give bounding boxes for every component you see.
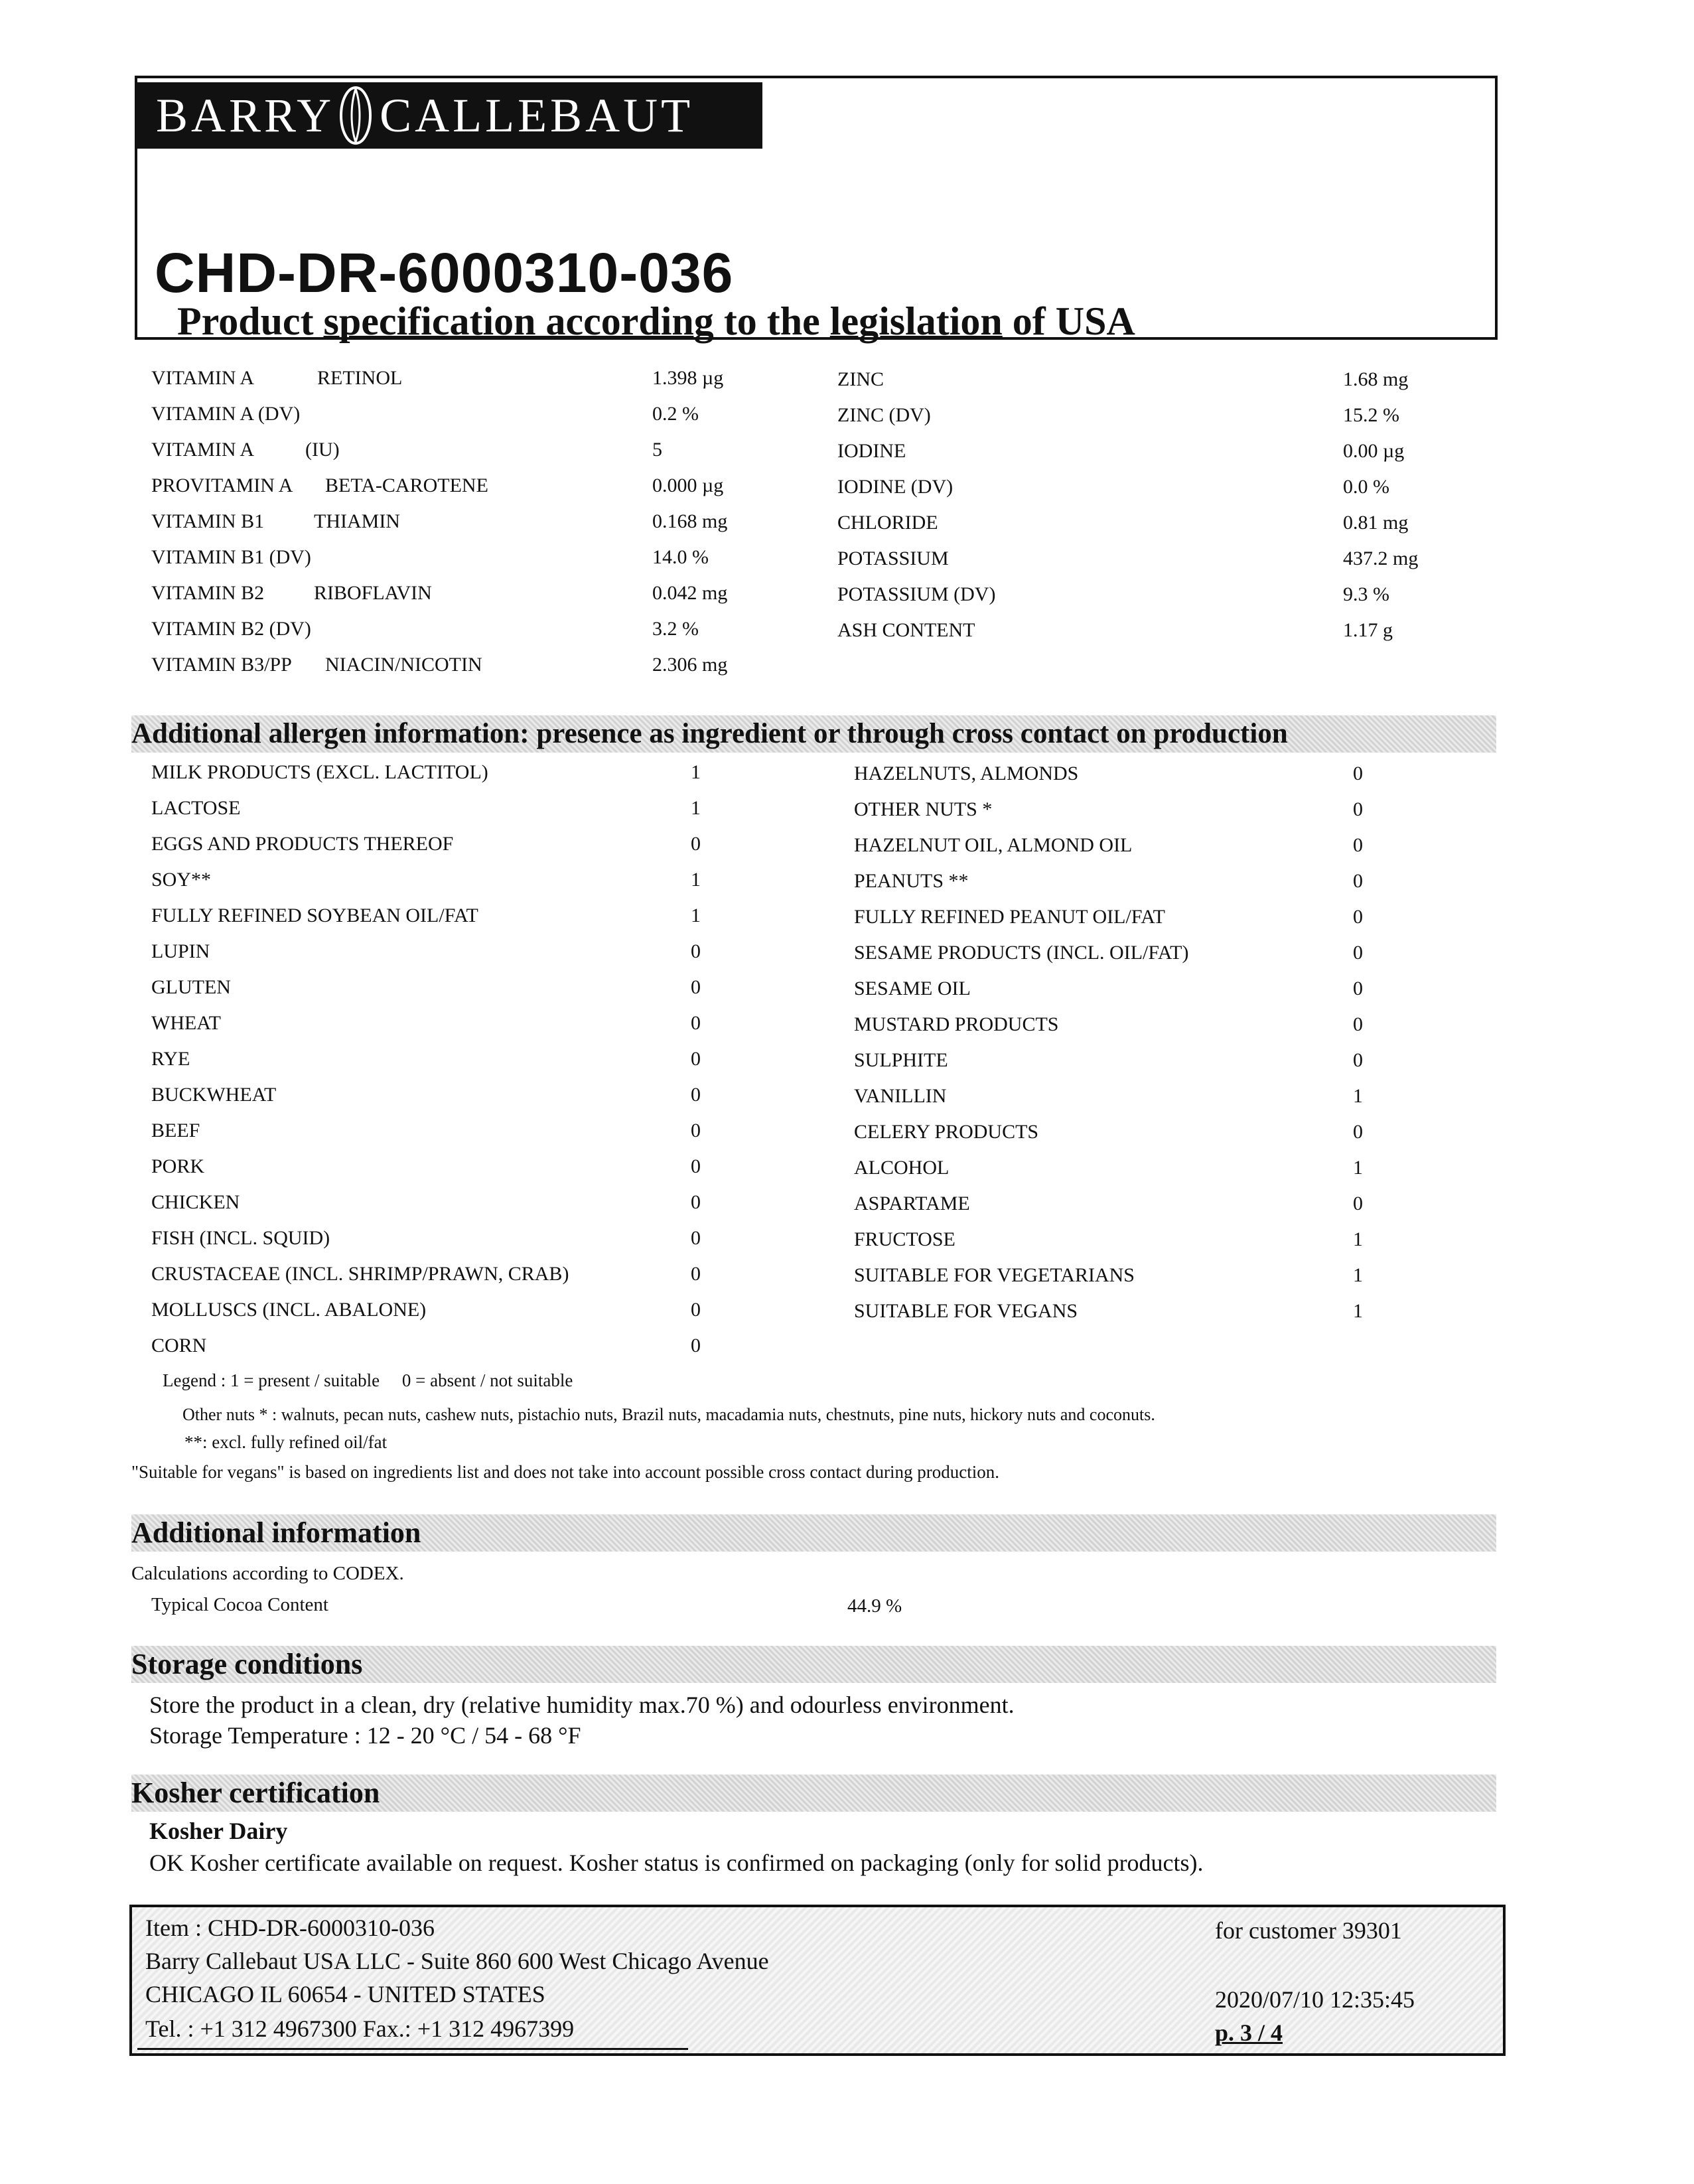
nutrient-sub: RIBOFLAVIN [314,582,432,604]
allergen-value: 1 [1353,1228,1363,1250]
cocoa-bean-icon [334,82,377,149]
allergen-name: FISH (INCL. SQUID) [151,1227,330,1249]
nutrient-name: ASH CONTENT [837,619,975,641]
storage-instructions: Store the product in a clean, dry (relative humidity max.70 %) and odourless environment. [149,1692,1015,1718]
nutrient-name: IODINE (DV) [837,476,953,498]
nutrient-value: 5 [652,439,662,461]
allergen-name: MILK PRODUCTS (EXCL. LACTITOL) [151,761,488,783]
allergen-name: BUCKWHEAT [151,1084,277,1106]
allergen-value: 1 [1353,1085,1363,1107]
nutrient-name: VITAMIN A (DV) [151,403,301,425]
allergen-value: 0 [1353,834,1363,856]
allergen-value: 0 [1353,1193,1363,1214]
nutrient-name: CHLORIDE [837,512,938,534]
logo-word-left: BARRY [156,88,335,142]
nutrient-value: 1.398 µg [652,367,724,389]
allergen-name: BEEF [151,1120,200,1141]
allergen-name: SUITABLE FOR VEGETARIANS [854,1264,1135,1286]
allergen-name: VANILLIN [854,1085,947,1107]
allergen-value: 0 [1353,1049,1363,1071]
nutrient-name: ZINC [837,368,884,390]
footer-divider [137,2048,688,2050]
allergen-value: 0 [691,1120,701,1141]
document-subtitle [177,299,1135,344]
allergen-name: GLUTEN [151,976,231,998]
allergen-value: 1 [691,869,701,891]
cocoa-content-value: 44.9 % [847,1595,902,1617]
section-title: Kosher certification [131,1777,380,1809]
allergen-name: LUPIN [151,940,210,962]
footer-customer: for customer 39301 [1215,1917,1402,1944]
allergen-value: 0 [691,1155,701,1177]
allergen-value: 0 [691,1191,701,1213]
allergen-value: 0 [691,1299,701,1321]
allergen-name: FULLY REFINED SOYBEAN OIL/FAT [151,905,478,926]
nutrient-name: PROVITAMIN A [151,474,293,496]
allergen-name: MOLLUSCS (INCL. ABALONE) [151,1299,427,1321]
logo-word-right: CALLEBAUT [380,88,694,142]
subtitle-part: to the [713,299,830,343]
allergen-legend: Legend : 1 = present / suitable 0 = absent / not suitable [163,1370,573,1390]
allergen-name: PEANUTS ** [854,870,969,892]
allergen-name: HAZELNUTS, ALMONDS [854,763,1079,784]
allergen-value: 1 [1353,1157,1363,1179]
subtitle-part: of USA [1002,299,1135,343]
allergen-value: 1 [691,905,701,926]
document-footer [129,1905,1506,2056]
allergen-name: RYE [151,1048,190,1070]
footer-item: Item : CHD-DR-6000310-036 [145,1915,435,1941]
nutrient-value: 14.0 % [652,546,709,568]
allergen-name: ALCOHOL [854,1157,950,1179]
allergen-section-band [131,715,1496,753]
nutrient-name: VITAMIN B1 [151,510,265,532]
document-code: CHD-DR-6000310-036 [155,242,734,304]
document-header [135,76,1498,343]
allergen-value: 1 [691,797,701,819]
nutrient-value: 1.68 mg [1343,368,1409,390]
allergen-name: FULLY REFINED PEANUT OIL/FAT [854,906,1165,928]
footer-company: Barry Callebaut USA LLC - Suite 860 600 West Chicago Avenue [145,1948,769,1974]
nutrient-name: POTASSIUM [837,547,949,569]
additional-info-band [131,1514,1496,1552]
allergen-value: 0 [1353,763,1363,784]
allergen-value: 0 [691,976,701,998]
allergen-name: ASPARTAME [854,1193,970,1214]
allergen-name: EGGS AND PRODUCTS THEREOF [151,833,454,855]
section-title: Additional allergen information: presence as ingredient or through cross contact on production [131,718,1288,749]
allergen-name: PORK [151,1155,205,1177]
nutrient-sub: THIAMIN [314,510,400,532]
nutrient-value: 1.17 g [1343,619,1393,641]
section-title: Storage conditions [131,1648,363,1680]
allergen-value: 0 [1353,1013,1363,1035]
calc-note: Calculations according to CODEX. [131,1563,404,1584]
allergen-value: 0 [691,1084,701,1106]
allergen-name: MUSTARD PRODUCTS [854,1013,1059,1035]
allergen-name: SESAME PRODUCTS (INCL. OIL/FAT) [854,942,1189,964]
nutrient-value: 3.2 % [652,618,699,640]
nutrient-value: 0.81 mg [1343,512,1409,534]
kosher-text: OK Kosher certificate available on request. Kosher status is confirmed on packaging (only for solid products). [149,1850,1204,1876]
allergen-name: LACTOSE [151,797,241,819]
allergen-value: 0 [1353,798,1363,820]
allergen-name: FRUCTOSE [854,1228,955,1250]
nutrient-value: 0.042 mg [652,582,728,604]
nutrient-name: VITAMIN B1 (DV) [151,546,311,568]
allergen-value: 1 [1353,1300,1363,1322]
storage-temperature: Storage Temperature : 12 - 20 °C / 54 - 68 °F [149,1722,581,1749]
footer-phone: Tel. : +1 312 4967300 Fax.: +1 312 4967399 [145,2015,575,2042]
nutrient-name: VITAMIN A [151,367,255,389]
nutrient-value: 437.2 mg [1343,547,1419,569]
subtitle-part: legislation [829,299,1003,343]
nutrient-name: VITAMIN A [151,439,255,461]
footer-city: CHICAGO IL 60654 - UNITED STATES [145,1981,545,2007]
nutrient-name: VITAMIN B2 [151,582,265,604]
nutrient-value: 15.2 % [1343,404,1399,426]
vegan-note: "Suitable for vegans" is based on ingredients list and does not take into account possible cross contact during production. [131,1462,1000,1482]
section-title: Additional information [131,1516,421,1549]
nutrient-name: POTASSIUM (DV) [837,583,996,605]
allergen-name: SOY** [151,869,212,891]
subtitle-part: specification according [323,299,714,343]
allergen-name: WHEAT [151,1012,221,1034]
allergen-value: 0 [691,1263,701,1285]
allergen-value: 0 [691,1227,701,1249]
allergen-name: HAZELNUT OIL, ALMOND OIL [854,834,1133,856]
allergen-name: SESAME OIL [854,978,971,999]
nutrient-sub: (IU) [305,439,340,461]
allergen-name: CORN [151,1335,207,1356]
nutrient-value: 0.168 mg [652,510,728,532]
allergen-value: 0 [691,833,701,855]
nutrient-name: ZINC (DV) [837,404,931,426]
allergen-name: SUITABLE FOR VEGANS [854,1300,1078,1322]
allergen-value: 0 [691,1012,701,1034]
nutrient-sub: RETINOL [317,367,403,389]
nutrient-name: VITAMIN B3/PP [151,654,292,676]
kosher-type: Kosher Dairy [149,1818,288,1844]
allergen-value: 0 [1353,1121,1363,1143]
nutrient-value: 0.2 % [652,403,699,425]
nutrient-value: 0.000 µg [652,474,724,496]
nutrient-name: VITAMIN B2 (DV) [151,618,311,640]
allergen-name: CHICKEN [151,1191,240,1213]
allergen-value: 1 [691,761,701,783]
allergen-value: 0 [691,1048,701,1070]
storage-band [131,1646,1496,1683]
allergen-name: CRUSTACEAE (INCL. SHRIMP/PRAWN, CRAB) [151,1263,569,1285]
nutrient-value: 2.306 mg [652,654,728,676]
nutrient-value: 0.0 % [1343,476,1389,498]
nutrient-value: 0.00 µg [1343,440,1405,462]
footer-datetime: 2020/07/10 12:35:45 [1215,1986,1415,2013]
allergen-value: 0 [1353,978,1363,999]
nutrient-sub: NIACIN/NICOTIN [325,654,482,676]
allergen-name: SULPHITE [854,1049,948,1071]
footer-page-number: p. 3 / 4 [1215,2019,1283,2046]
nutrient-value: 9.3 % [1343,583,1389,605]
kosher-band [131,1775,1496,1812]
double-star-note: **: excl. fully refined oil/fat [184,1432,388,1452]
subtitle-part: Product [177,299,324,343]
allergen-name: CELERY PRODUCTS [854,1121,1039,1143]
cocoa-content-label: Typical Cocoa Content [151,1594,328,1615]
allergen-value: 1 [1353,1264,1363,1286]
allergen-value: 0 [691,1335,701,1356]
allergen-value: 0 [691,940,701,962]
allergen-value: 0 [1353,870,1363,892]
company-logo [137,82,762,149]
nutrient-name: IODINE [837,440,906,462]
allergen-value: 0 [1353,942,1363,964]
nutrient-sub: BETA-CAROTENE [325,474,488,496]
other-nuts-note: Other nuts * : walnuts, pecan nuts, cashew nuts, pistachio nuts, Brazil nuts, macadamia nuts, chestnuts, pine nuts, hickory nuts and coconuts. [182,1405,1155,1424]
allergen-value: 0 [1353,906,1363,928]
allergen-name: OTHER NUTS * [854,798,993,820]
